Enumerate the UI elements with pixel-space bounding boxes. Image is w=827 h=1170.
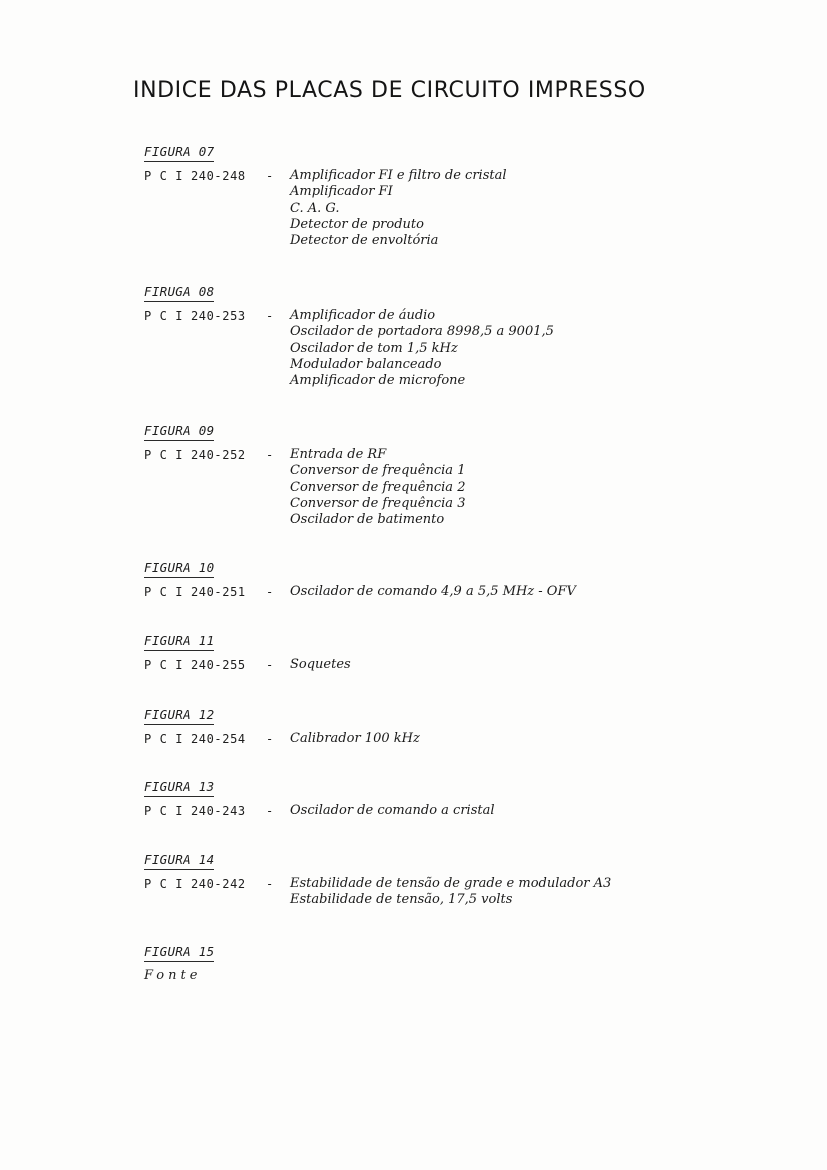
pci-code: P C I 240-242 (144, 877, 246, 891)
list-item: Estabilidade de tensão de grade e modulador A3 (290, 876, 612, 891)
pci-row (144, 308, 704, 389)
list-item: Conversor de frequência 2 (290, 479, 466, 495)
dash-separator: - (266, 169, 274, 183)
dash-separator: - (266, 658, 274, 672)
figure-label: FIGURA 12 (144, 707, 214, 725)
fonte-text: Fonte (144, 968, 202, 983)
item-list (290, 803, 710, 819)
figure-label: FIGURA 15 (144, 944, 214, 962)
figure-section (144, 632, 704, 673)
pci-row (144, 731, 704, 747)
list-item: Oscilador de batimento (290, 512, 445, 528)
dash-separator: - (266, 804, 274, 818)
dash-separator: - (266, 732, 274, 746)
list-item: Amplificador de microfone (290, 373, 466, 389)
dash-separator: - (266, 309, 274, 323)
list-item: Oscilador de tom 1,5 kHz (290, 340, 458, 356)
pci-row (144, 803, 704, 819)
figure-label: FIGURA 10 (144, 560, 214, 578)
figure-label: FIGURA 11 (144, 633, 214, 651)
pci-code: P C I 240-243 (144, 804, 246, 818)
list-item: Oscilador de comando a cristal (290, 803, 495, 818)
pci-row (144, 584, 704, 600)
figure-section (144, 422, 704, 528)
pci-row (144, 657, 704, 673)
list-item: C. A. G. (290, 200, 340, 216)
list-item: Calibrador 100 kHz (290, 731, 420, 746)
dash-separator: - (266, 585, 274, 599)
figure-section (144, 559, 704, 600)
pci-code: P C I 240-252 (144, 448, 246, 462)
figure-section (144, 143, 704, 249)
item-list (290, 584, 710, 600)
pci-code: P C I 240-251 (144, 585, 246, 599)
list-item: Amplificador FI (290, 184, 393, 200)
item-list (290, 731, 710, 747)
pci-row (144, 876, 704, 908)
figure-label: FIGURA 14 (144, 852, 214, 870)
figure-section (144, 283, 704, 389)
list-item: Modulador balanceado (290, 356, 442, 372)
list-item: Estabilidade de tensão, 17,5 volts (290, 892, 513, 908)
item-list (290, 308, 710, 389)
page-title: INDICE DAS PLACAS DE CIRCUITO IMPRESSO (133, 78, 646, 103)
list-item: Amplificador de áudio (290, 308, 436, 323)
list-item: Soquetes (290, 657, 351, 672)
figure-label: FIRUGA 08 (144, 284, 214, 302)
list-item: Oscilador de comando 4,9 a 5,5 MHz - OFV (290, 584, 576, 599)
dash-separator: - (266, 448, 274, 462)
pci-code: P C I 240-255 (144, 658, 246, 672)
figure-section (144, 706, 704, 747)
figure-section (144, 851, 704, 908)
list-item: Conversor de frequência 3 (290, 495, 466, 511)
list-item: Amplificador FI e filtro de cristal (290, 168, 507, 183)
figure-label: FIGURA 13 (144, 779, 214, 797)
pci-row (144, 168, 704, 249)
item-list (290, 876, 710, 909)
item-list (290, 657, 710, 673)
dash-separator: - (266, 877, 274, 891)
list-item: Detector de envoltória (290, 233, 439, 249)
figure-section (144, 778, 704, 819)
figure-section (144, 943, 704, 984)
list-item: Oscilador de portadora 8998,5 a 9001,5 (290, 324, 554, 340)
pci-row (144, 447, 704, 528)
pci-code: P C I 240-248 (144, 169, 246, 183)
pci-code: P C I 240-253 (144, 309, 246, 323)
list-item: Detector de produto (290, 216, 424, 232)
item-list (290, 447, 710, 528)
figure-label: FIGURA 07 (144, 144, 214, 162)
list-item: Entrada de RF (290, 447, 387, 462)
figure-label: FIGURA 09 (144, 423, 214, 441)
item-list (290, 168, 710, 249)
pci-code: P C I 240-254 (144, 732, 246, 746)
list-item: Conversor de frequência 1 (290, 463, 466, 479)
